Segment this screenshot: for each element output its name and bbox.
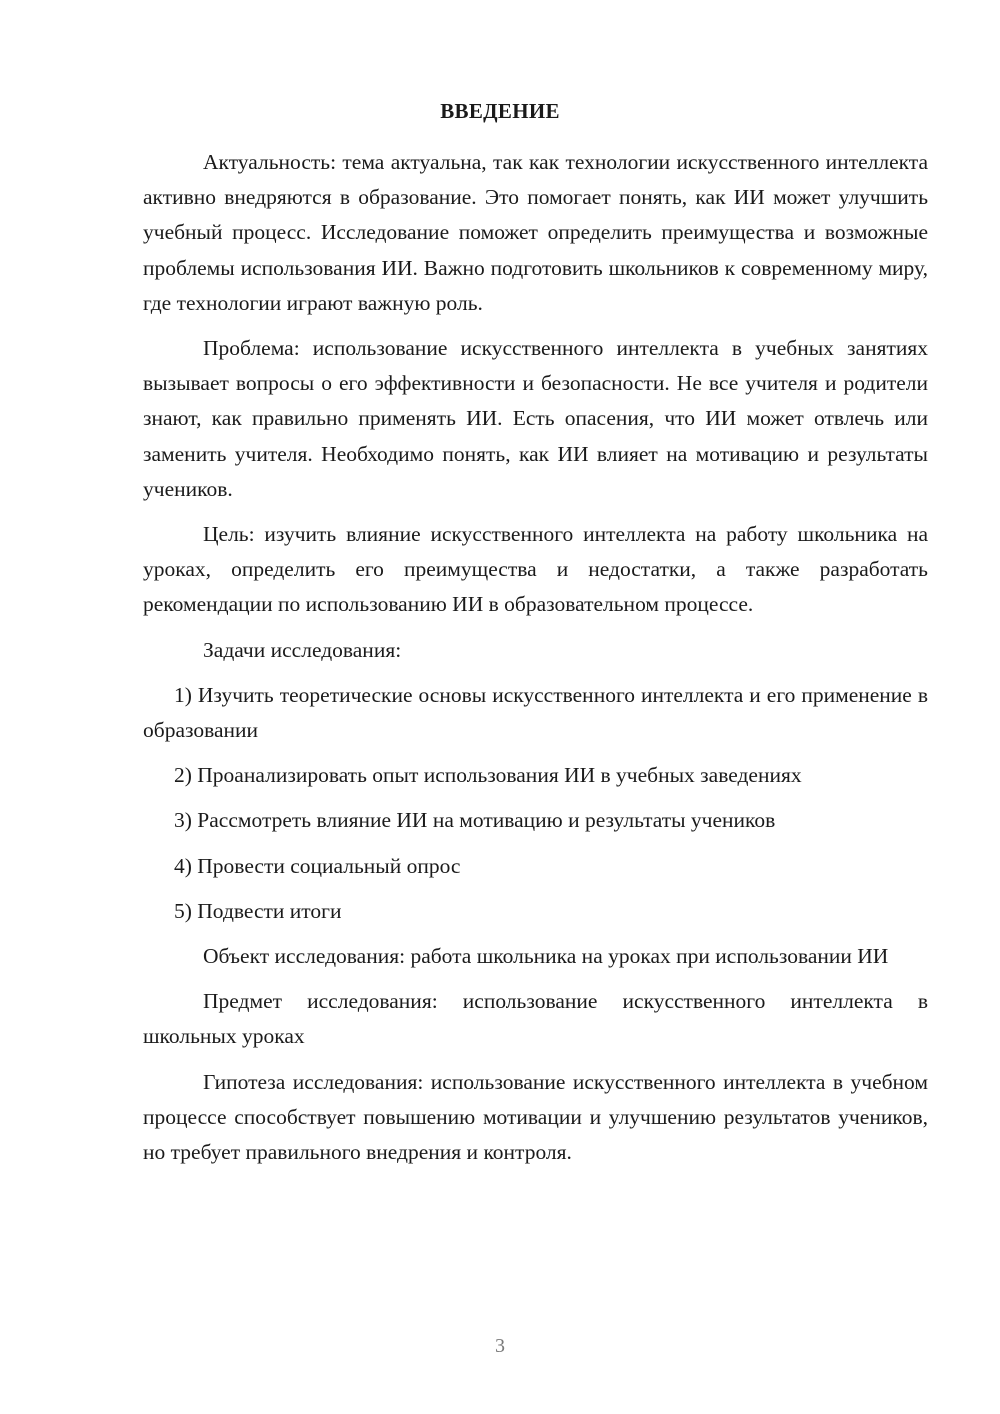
task-item-2: 2) Проанализировать опыт использования ИИ в учебных заведениях bbox=[174, 763, 802, 788]
document-body bbox=[143, 145, 928, 1180]
task-item-1: 1) Изучить теоретические основы искусственного интеллекта и его применение в образовании bbox=[143, 682, 928, 743]
tasks-title: Задачи исследования: bbox=[203, 637, 402, 662]
page-title: ВВЕДЕНИЕ bbox=[440, 99, 560, 123]
paragraph-object: Объект исследования: работа школьника на уроках при использовании ИИ bbox=[203, 944, 889, 969]
task-item-4: 4) Провести социальный опрос bbox=[174, 853, 461, 878]
paragraph-subject: Предмет исследования: использование искусственного интеллекта в школьных уроках bbox=[143, 989, 928, 1049]
paragraph-hypothesis: Гипотеза исследования: использование искусственного интеллекта в учебном процессе способствует повышению мотивации и улучшению результатов учеников, но требует правильного внедрения и контроля. bbox=[143, 1069, 928, 1165]
paragraph-relevance: Актуальность: тема актуальна, так как технологии искусственного интеллекта активно внедряются в образование. Это помогает понять, как ИИ может улучшить учебный процесс. Исследование поможет определить преимущества и возможные проблемы использования ИИ. Важно подготовить школьников к современному миру, где технологии играют важную роль. bbox=[143, 150, 928, 315]
paragraph-goal: Цель: изучить влияние искусственного интеллекта на работу школьника на уроках, определить его преимущества и недостатки, а также разработать рекомендации по использованию ИИ в образовательном процессе. bbox=[143, 522, 928, 617]
task-item-3: 3) Рассмотреть влияние ИИ на мотивацию и результаты учеников bbox=[174, 808, 776, 833]
paragraph-problem: Проблема: использование искусственного интеллекта в учебных занятиях вызывает вопросы о его эффективности и безопасности. Не все учителя и родители знают, как правильно применять ИИ. Есть опасения, что ИИ может отвлечь или заменить учителя. Необходимо понять, как ИИ влияет на мотивацию и результаты учеников. bbox=[143, 336, 928, 501]
task-item-5: 5) Подвести итоги bbox=[174, 898, 342, 923]
page-number: 3 bbox=[495, 1335, 505, 1357]
